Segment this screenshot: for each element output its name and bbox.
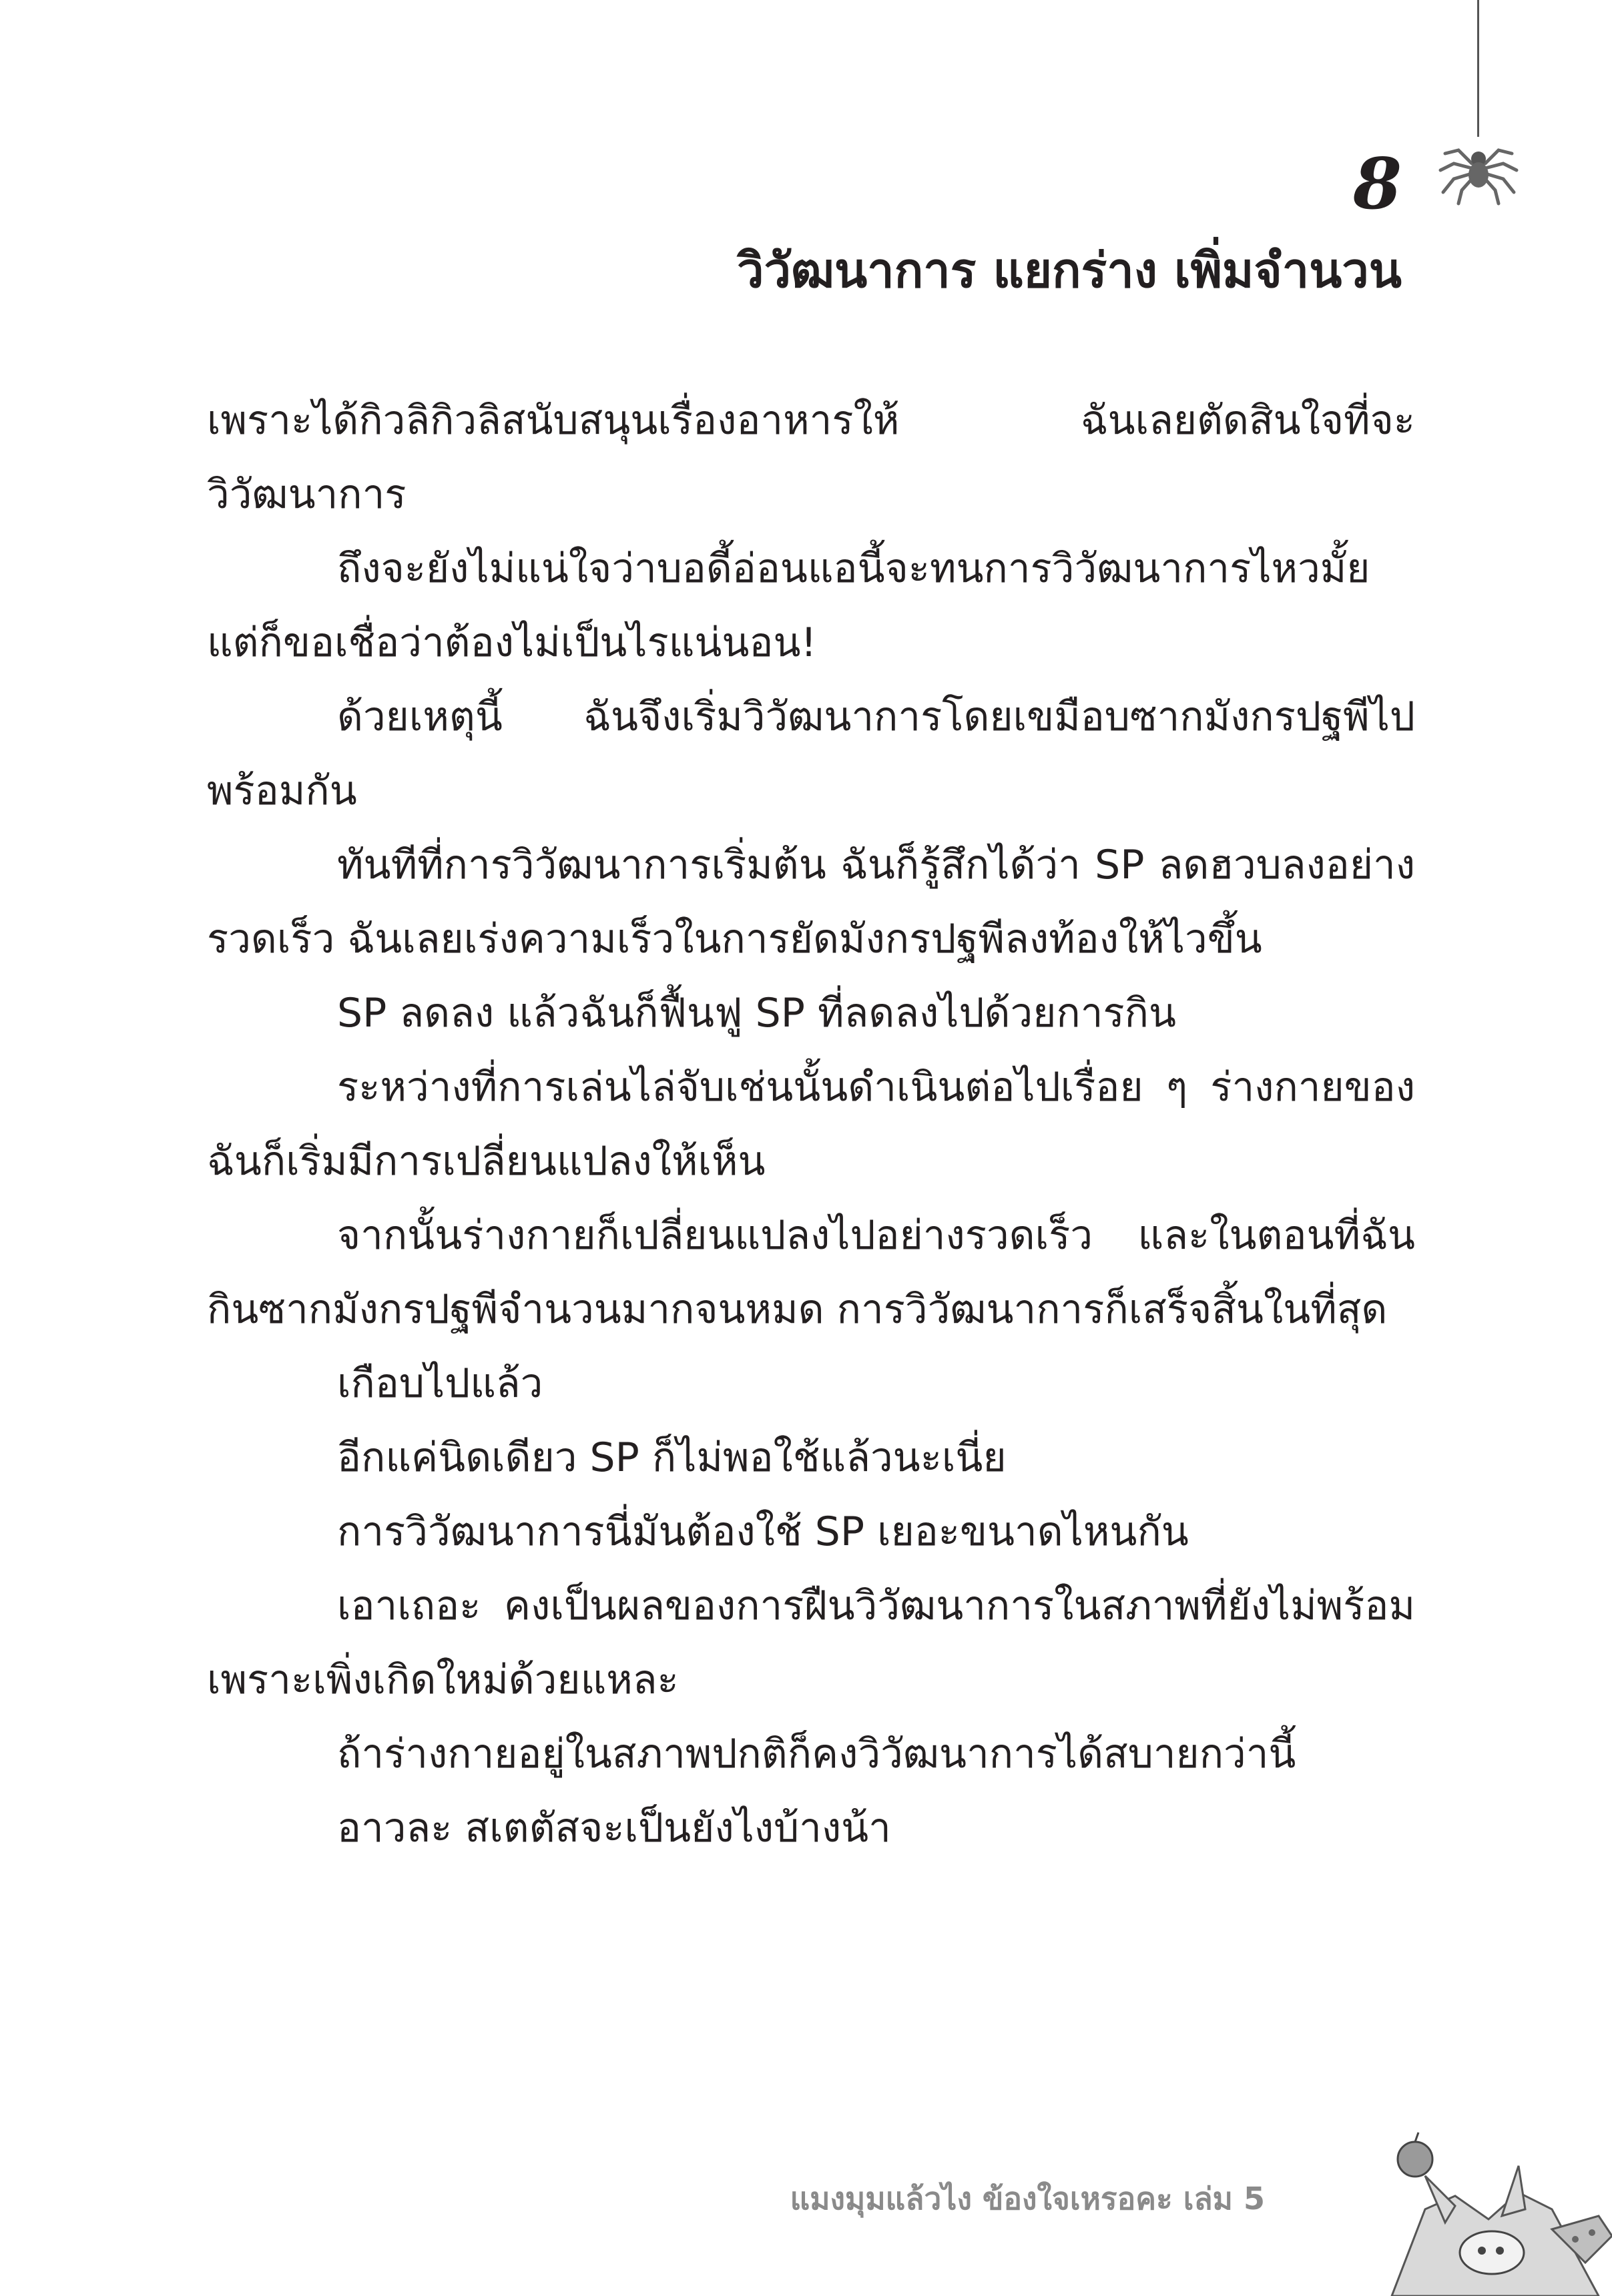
paragraph: อีกแค่นิดเดียว SP ก็ไม่พอใช้แล้วนะเนี่ย xyxy=(337,1434,1007,1481)
paragraph: ด้วยเหตุนี้ ฉันจึงเริ่มวิวัฒนาการโดยเขมือบซากมังกรปฐพีไปพร้อมกัน xyxy=(207,693,1415,814)
paragraph: อาวละ สเตตัสจะเป็นยังไงบ้างน้า xyxy=(337,1805,891,1851)
spider-thread xyxy=(1477,0,1479,137)
footer-book-title: แมงมุมแล้วไง ข้องใจเหรอคะ เล่ม 5 xyxy=(790,2181,1265,2217)
chapter-number: 8 xyxy=(1352,142,1402,225)
spider-character-art xyxy=(1345,2129,1612,2296)
spider-icon xyxy=(1435,133,1522,207)
paragraph: ระหว่างที่การเล่นไล่จับเช่นนั้นดำเนินต่อไปเรื่อย ๆ ร่างกายของฉันก็เริ่มมีการเปลี่ยนแปลงให้เห็น xyxy=(207,1064,1415,1185)
paragraph: SP ลดลง แล้วฉันก็ฟื้นฟู SP ที่ลดลงไปด้วยการกิน xyxy=(337,990,1176,1037)
body-text xyxy=(207,384,1415,1866)
paragraph: ถ้าร่างกายอยู่ในสภาพปกติก็คงวิวัฒนาการได้สบายกว่านี้ xyxy=(337,1731,1296,1777)
chapter-title: วิวัฒนาการ แยกร่าง เพิ่มจำนวน xyxy=(737,242,1402,298)
paragraph: จากนั้นร่างกายก็เปลี่ยนแปลงไปอย่างรวดเร็ว และในตอนที่ฉันกินซากมังกรปฐพีจำนวนมากจนหมด การวิวัฒนาการก็เสร็จสิ้นในที่สุด xyxy=(207,1212,1415,1333)
paragraph: ทันทีที่การวิวัฒนาการเริ่มต้น ฉันก็รู้สึกได้ว่า SP ลดฮวบลงอย่างรวดเร็ว ฉันเลยเร่งความเร็วในการยัดมังกรปฐพีลงท้องให้ไวขึ้น xyxy=(207,842,1415,962)
paragraph: เพราะได้กิวลิกิวลิสนับสนุนเรื่องอาหารให้ ฉันเลยตัดสินใจที่จะวิวัฒนาการ xyxy=(207,397,1415,518)
paragraph: ถึงจะยังไม่แน่ใจว่าบอดี้อ่อนแอนี้จะทนการวิวัฒนาการไหวมั้ย แต่ก็ขอเชื่อว่าต้องไม่เป็นไรแน่นอน! xyxy=(207,545,1370,666)
paragraph: เกือบไปแล้ว xyxy=(337,1360,543,1407)
paragraph: เอาเถอะ คงเป็นผลของการฝืนวิวัฒนาการในสภาพที่ยังไม่พร้อมเพราะเพิ่งเกิดใหม่ด้วยแหละ xyxy=(207,1583,1415,1703)
paragraph: การวิวัฒนาการนี่มันต้องใช้ SP เยอะขนาดไหนกัน xyxy=(337,1508,1189,1555)
